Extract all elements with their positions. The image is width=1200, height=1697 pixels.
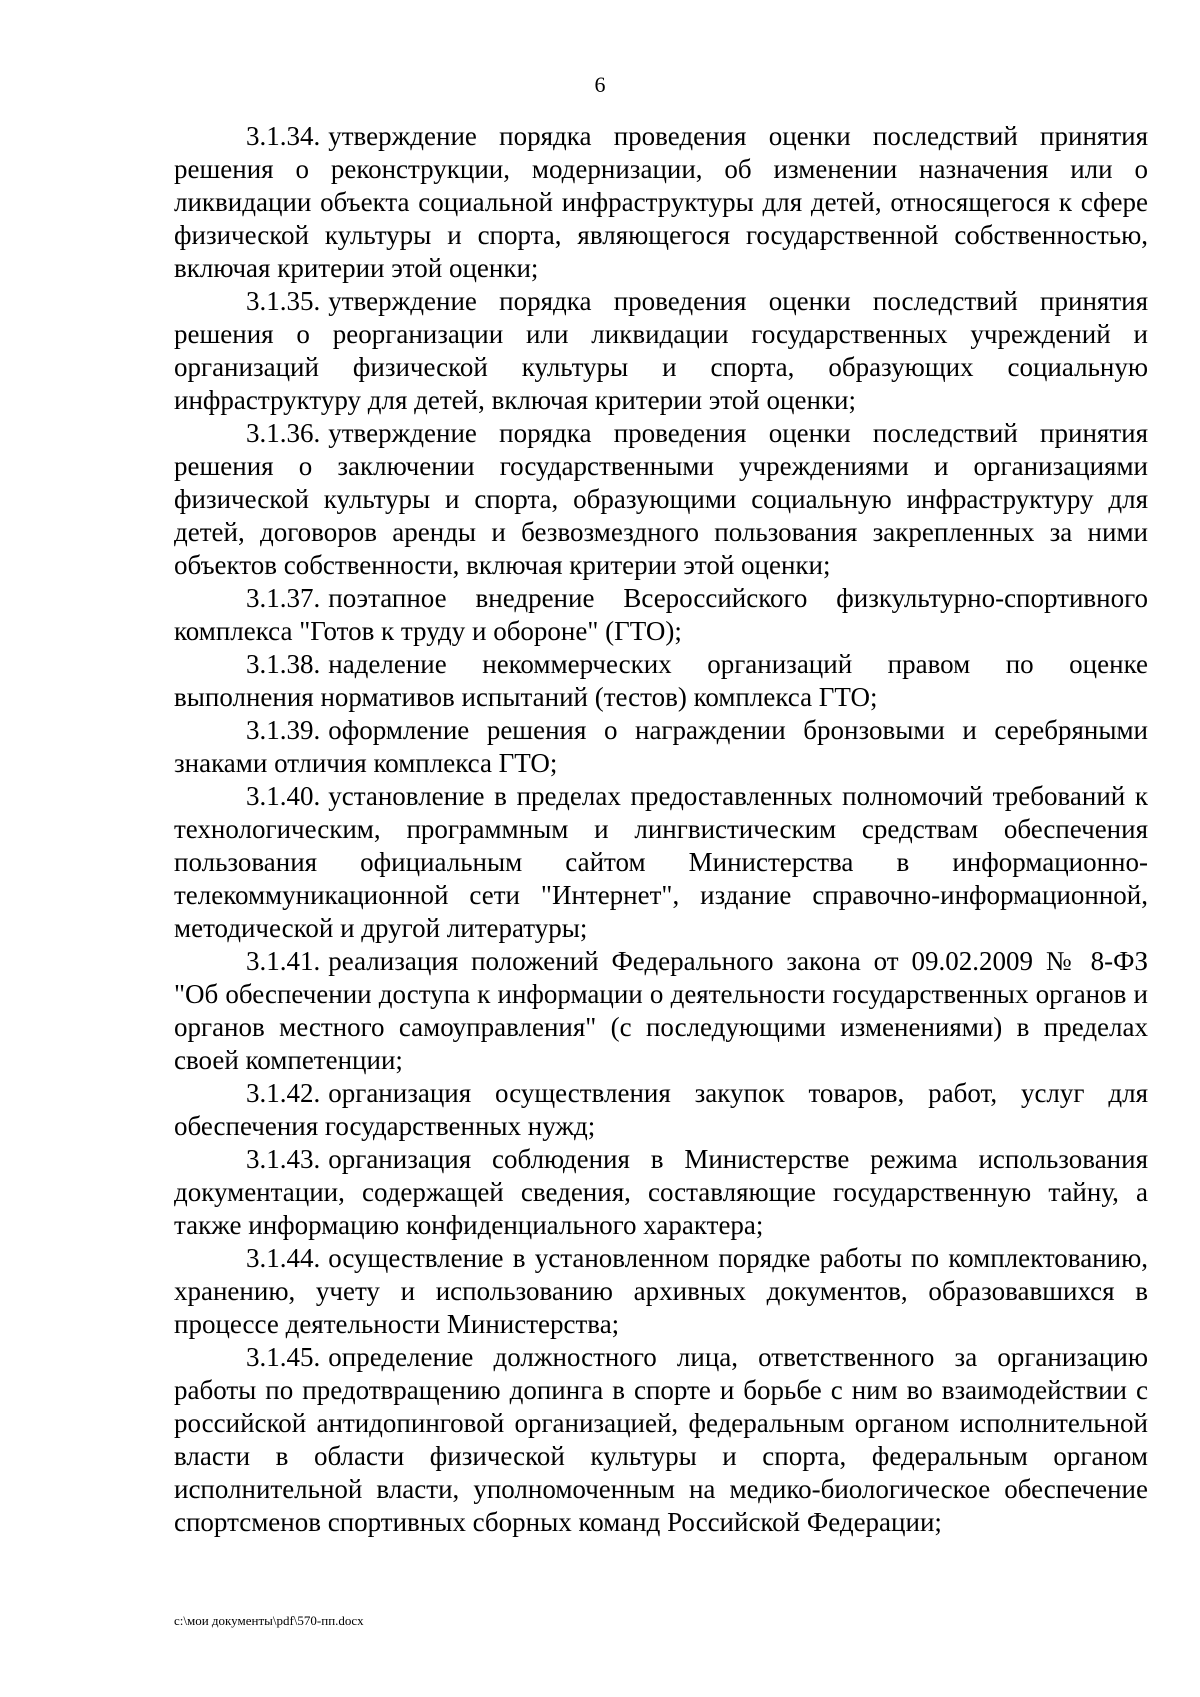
clause-text: определение должностного лица, ответственного за организацию работы по предотвращению допинга в спорте и борьбе с ним во взаимодействии с российской антидопинговой организацией, федеральным органом исполнительной власти в области физической культуры и спорта, федеральным органом исполнительной власти, уполномоченным на медико-биологическое обеспечение спортсменов спортивных сборных команд Российской Федерации; [174,1342,1148,1537]
clause-number: 3.1.39. [246,715,321,745]
clause-number: 3.1.40. [246,781,321,811]
clause-number: 3.1.36. [246,418,321,448]
clause [174,780,1148,945]
clause-text: поэтапное внедрение Всероссийского физкультурно-спортивного комплекса "Готов к труду и обороне" (ГТО); [174,583,1148,646]
clause-text: осуществление в установленном порядке работы по комплектованию, хранению, учету и использованию архивных документов, образовавшихся в процессе деятельности Министерства; [174,1243,1148,1339]
clause-number: 3.1.43. [246,1144,321,1174]
clause-number: 3.1.37. [246,583,321,613]
clause-number: 3.1.38. [246,649,321,679]
page-number: 6 [594,72,606,97]
clause-text: оформление решения о награждении бронзовыми и серебряными знаками отличия комплекса ГТО; [174,715,1148,778]
clause-number: 3.1.35. [246,286,321,316]
clause-number: 3.1.45. [246,1342,321,1372]
clause-number: 3.1.41. [246,946,321,976]
clause-text: наделение некоммерческих организаций правом по оценке выполнения нормативов испытаний (тестов) комплекса ГТО; [174,649,1148,712]
clause [174,1242,1148,1341]
clause [174,945,1148,1077]
clause [174,285,1148,417]
clause-text: установление в пределах предоставленных полномочий требований к технологическим, программным и лингвистическим средствам обеспечения пользования официальным сайтом Министерства в информационно-телекоммуникационной сети "Интернет", издание справочно-информационной, методической и другой литературы; [174,781,1148,943]
clause-text: утверждение порядка проведения оценки последствий принятия решения о реорганизации или ликвидации государственных учреждений и организаций физической культуры и спорта, образующих социальную инфраструктуру для детей, включая критерии этой оценки; [174,286,1148,415]
clause-number: 3.1.34. [246,121,321,151]
clause-text: утверждение порядка проведения оценки последствий принятия решения о реконструкции, модернизации, об изменении назначения или о ликвидации объекта социальной инфраструктуры для детей, относящегося к сфере физической культуры и спорта, являющегося государственной собственностью, включая критерии этой оценки; [174,121,1148,283]
clause-text: реализация положений Федерального закона от 09.02.2009 № 8-ФЗ "Об обеспечении доступа к информации о деятельности государственных органов и органов местного самоуправления" (с последующими изменениями) в пределах своей компетенции; [174,946,1148,1075]
clause [174,1077,1148,1143]
clause [174,714,1148,780]
file-path-footer: c:\мои документы\pdf\570-пп.docx [174,1613,364,1628]
clause-number: 3.1.44. [246,1243,321,1273]
clause [174,1143,1148,1242]
clause-text: организация соблюдения в Министерстве режима использования документации, содержащей сведения, составляющие государственную тайну, а также информацию конфиденциального характера; [174,1144,1148,1240]
clause-text: организация осуществления закупок товаров, работ, услуг для обеспечения государственных нужд; [174,1078,1148,1141]
clause [174,417,1148,582]
clause-number: 3.1.42. [246,1078,321,1108]
clause [174,120,1148,285]
clause [174,1341,1148,1539]
clause [174,582,1148,648]
clause [174,648,1148,714]
document-body [174,120,1148,1539]
clause-text: утверждение порядка проведения оценки последствий принятия решения о заключении государственными учреждениями и организациями физической культуры и спорта, образующими социальную инфраструктуру для детей, договоров аренды и безвозмездного пользования закрепленных за ними объектов собственности, включая критерии этой оценки; [174,418,1148,580]
